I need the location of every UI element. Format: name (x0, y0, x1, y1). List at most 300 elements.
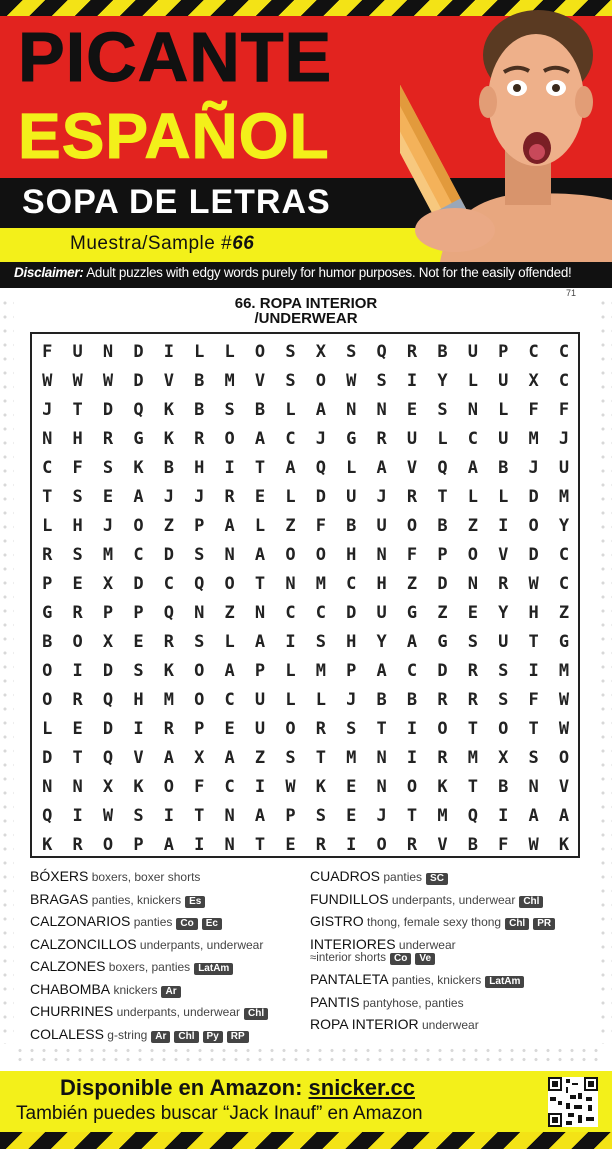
grid-letter[interactable]: I (72, 661, 83, 681)
grid-letter[interactable]: L (498, 400, 509, 420)
grid-letter[interactable]: H (194, 458, 205, 478)
grid-letter[interactable]: R (315, 835, 326, 855)
grid-letter[interactable]: I (406, 719, 418, 739)
grid-letter[interactable]: Z (254, 748, 266, 768)
grid-letter[interactable]: O (72, 632, 83, 652)
grid-letter[interactable]: X (102, 777, 114, 797)
grid-letter[interactable]: M (528, 429, 539, 449)
grid-letter[interactable]: G (42, 603, 53, 623)
grid-letter[interactable]: P (42, 574, 53, 594)
grid-letter[interactable]: R (467, 690, 478, 710)
grid-letter[interactable]: O (224, 574, 235, 594)
grid-letter[interactable]: L (254, 516, 266, 536)
grid-letter[interactable]: C (224, 690, 235, 710)
grid-letter[interactable]: H (376, 574, 387, 594)
grid-letter[interactable]: A (163, 835, 174, 855)
grid-letter[interactable]: R (406, 835, 418, 855)
grid-letter[interactable]: K (133, 777, 144, 797)
grid-letter[interactable]: M (315, 661, 326, 681)
grid-letter[interactable]: P (133, 603, 144, 623)
grid-letter[interactable]: E (467, 603, 478, 623)
grid-letter[interactable]: S (224, 400, 235, 420)
grid-letter[interactable]: D (102, 400, 114, 420)
grid-letter[interactable]: E (346, 806, 357, 826)
grid-letter[interactable]: X (102, 632, 114, 652)
grid-letter[interactable]: V (558, 777, 570, 797)
grid-letter[interactable]: D (102, 719, 114, 739)
grid-letter[interactable]: K (163, 429, 174, 449)
grid-letter[interactable]: A (376, 661, 387, 681)
grid-letter[interactable]: Y (376, 632, 387, 652)
grid-letter[interactable]: N (346, 400, 357, 420)
grid-letter[interactable]: Q (102, 690, 114, 710)
grid-letter[interactable]: Y (558, 516, 570, 536)
grid-letter[interactable]: E (72, 719, 83, 739)
grid-letter[interactable]: E (254, 487, 266, 507)
grid-letter[interactable]: L (346, 458, 357, 478)
grid-letter[interactable]: T (528, 632, 539, 652)
grid-letter[interactable]: Z (285, 516, 296, 536)
grid-letter[interactable]: T (194, 806, 205, 826)
grid-letter[interactable]: R (406, 487, 418, 507)
grid-letter[interactable]: N (376, 400, 387, 420)
grid-letter[interactable]: D (437, 661, 448, 681)
grid-letter[interactable]: F (528, 690, 539, 710)
grid-letter[interactable]: R (72, 603, 83, 623)
grid-letter[interactable]: F (528, 400, 539, 420)
grid-letter[interactable]: N (467, 574, 478, 594)
grid-letter[interactable]: B (194, 400, 205, 420)
grid-letter[interactable]: V (163, 371, 174, 391)
grid-letter[interactable]: F (194, 777, 205, 797)
grid-letter[interactable]: S (285, 342, 296, 362)
grid-letter[interactable]: S (498, 690, 509, 710)
grid-letter[interactable]: T (467, 719, 478, 739)
grid-letter[interactable]: L (224, 342, 235, 362)
grid-letter[interactable]: L (42, 719, 53, 739)
grid-letter[interactable]: O (102, 835, 114, 855)
grid-letter[interactable]: P (498, 342, 509, 362)
grid-letter[interactable]: D (528, 545, 539, 565)
grid-letter[interactable]: M (102, 545, 114, 565)
grid-letter[interactable]: P (194, 516, 205, 536)
grid-letter[interactable]: B (376, 690, 387, 710)
grid-letter[interactable]: N (224, 545, 235, 565)
grid-letter[interactable]: G (558, 632, 570, 652)
grid-letter[interactable]: I (498, 516, 509, 536)
grid-letter[interactable]: A (406, 632, 418, 652)
grid-letter[interactable]: N (376, 777, 387, 797)
grid-letter[interactable]: H (72, 429, 83, 449)
grid-letter[interactable]: Q (315, 458, 326, 478)
grid-letter[interactable]: A (315, 400, 326, 420)
grid-letter[interactable]: C (285, 603, 296, 623)
grid-letter[interactable]: Z (406, 574, 418, 594)
grid-letter[interactable]: C (558, 342, 570, 362)
grid-letter[interactable]: V (498, 545, 509, 565)
grid-letter[interactable]: J (528, 458, 539, 478)
grid-letter[interactable]: J (376, 806, 387, 826)
grid-letter[interactable]: S (194, 545, 205, 565)
grid-letter[interactable]: U (376, 516, 387, 536)
grid-letter[interactable]: L (285, 487, 296, 507)
grid-letter[interactable]: S (467, 632, 478, 652)
grid-letter[interactable]: O (406, 516, 418, 536)
grid-letter[interactable]: C (163, 574, 174, 594)
grid-letter[interactable]: D (42, 748, 53, 768)
grid-letter[interactable]: W (72, 371, 83, 391)
grid-letter[interactable]: O (376, 835, 387, 855)
grid-letter[interactable]: C (558, 574, 570, 594)
grid-letter[interactable]: B (42, 632, 53, 652)
grid-letter[interactable]: I (406, 748, 418, 768)
grid-letter[interactable]: Z (224, 603, 235, 623)
grid-letter[interactable]: B (406, 690, 418, 710)
grid-letter[interactable]: J (163, 487, 174, 507)
grid-letter[interactable]: D (102, 661, 114, 681)
grid-letter[interactable]: L (437, 429, 448, 449)
grid-letter[interactable]: M (224, 371, 235, 391)
grid-letter[interactable]: A (224, 661, 235, 681)
grid-letter[interactable]: B (194, 371, 205, 391)
grid-letter[interactable]: C (133, 545, 144, 565)
grid-letter[interactable]: K (437, 777, 448, 797)
grid-letter[interactable]: I (346, 835, 357, 855)
grid-letter[interactable]: O (285, 719, 296, 739)
grid-letter[interactable]: U (254, 690, 266, 710)
grid-letter[interactable]: O (224, 429, 235, 449)
grid-letter[interactable]: O (406, 777, 418, 797)
grid-letter[interactable]: D (315, 487, 326, 507)
grid-letter[interactable]: S (346, 342, 357, 362)
grid-letter[interactable]: T (42, 487, 53, 507)
grid-letter[interactable]: F (406, 545, 418, 565)
grid-letter[interactable]: U (498, 429, 509, 449)
grid-letter[interactable]: H (346, 545, 357, 565)
grid-letter[interactable]: U (72, 342, 83, 362)
grid-letter[interactable]: Q (163, 603, 174, 623)
grid-letter[interactable]: N (376, 545, 387, 565)
grid-letter[interactable]: A (254, 545, 266, 565)
grid-letter[interactable]: S (315, 806, 326, 826)
grid-letter[interactable]: M (346, 748, 357, 768)
grid-letter[interactable]: L (498, 487, 509, 507)
grid-letter[interactable]: J (315, 429, 326, 449)
grid-letter[interactable]: N (528, 777, 539, 797)
grid-letter[interactable]: R (406, 342, 418, 362)
grid-letter[interactable]: R (467, 661, 478, 681)
grid-letter[interactable]: S (437, 400, 448, 420)
grid-letter[interactable]: W (528, 574, 539, 594)
grid-letter[interactable]: Q (133, 400, 144, 420)
grid-letter[interactable]: H (133, 690, 144, 710)
grid-letter[interactable]: W (285, 777, 296, 797)
grid-letter[interactable]: Z (558, 603, 570, 623)
grid-letter[interactable]: H (346, 632, 357, 652)
grid-letter[interactable]: J (346, 690, 357, 710)
grid-letter[interactable]: Q (467, 806, 478, 826)
grid-letter[interactable]: T (254, 458, 266, 478)
grid-letter[interactable]: B (437, 342, 448, 362)
grid-letter[interactable]: S (376, 371, 387, 391)
grid-letter[interactable]: R (163, 719, 174, 739)
grid-letter[interactable]: V (254, 371, 266, 391)
grid-letter[interactable]: O (437, 719, 448, 739)
grid-letter[interactable]: F (558, 400, 570, 420)
grid-letter[interactable]: L (285, 690, 296, 710)
grid-letter[interactable]: S (285, 371, 296, 391)
grid-letter[interactable]: M (437, 806, 448, 826)
grid-letter[interactable]: U (346, 487, 357, 507)
grid-letter[interactable]: Q (376, 342, 387, 362)
grid-letter[interactable]: S (315, 632, 326, 652)
grid-letter[interactable]: V (437, 835, 448, 855)
grid-letter[interactable]: B (437, 516, 448, 536)
grid-letter[interactable]: M (558, 661, 570, 681)
grid-letter[interactable]: L (224, 632, 235, 652)
grid-letter[interactable]: R (194, 429, 205, 449)
grid-letter[interactable]: R (437, 748, 448, 768)
grid-letter[interactable]: Q (42, 806, 53, 826)
grid-letter[interactable]: C (346, 574, 357, 594)
grid-letter[interactable]: P (437, 545, 448, 565)
grid-letter[interactable]: S (285, 748, 296, 768)
grid-letter[interactable]: T (315, 748, 326, 768)
grid-letter[interactable]: T (254, 574, 266, 594)
grid-letter[interactable]: E (406, 400, 418, 420)
grid-letter[interactable]: Y (437, 371, 448, 391)
grid-letter[interactable]: Z (467, 516, 478, 536)
grid-letter[interactable]: W (42, 371, 53, 391)
grid-letter[interactable]: N (224, 835, 235, 855)
grid-letter[interactable]: O (163, 777, 174, 797)
grid-letter[interactable]: P (254, 661, 266, 681)
grid-letter[interactable]: N (376, 748, 387, 768)
grid-letter[interactable]: X (315, 342, 326, 362)
grid-letter[interactable]: D (437, 574, 448, 594)
grid-letter[interactable]: A (467, 458, 478, 478)
grid-letter[interactable]: A (224, 516, 235, 536)
grid-letter[interactable]: D (163, 545, 174, 565)
grid-letter[interactable]: I (528, 661, 539, 681)
grid-letter[interactable]: X (102, 574, 114, 594)
grid-letter[interactable]: I (133, 719, 144, 739)
grid-letter[interactable]: B (498, 777, 509, 797)
grid-letter[interactable]: O (254, 342, 266, 362)
grid-letter[interactable]: N (467, 400, 478, 420)
grid-letter[interactable]: P (194, 719, 205, 739)
grid-letter[interactable]: D (133, 342, 144, 362)
grid-letter[interactable]: C (42, 458, 53, 478)
grid-letter[interactable]: C (558, 545, 570, 565)
grid-letter[interactable]: Y (498, 603, 509, 623)
grid-letter[interactable]: I (254, 777, 266, 797)
grid-letter[interactable]: T (72, 400, 83, 420)
grid-letter[interactable]: N (194, 603, 205, 623)
grid-letter[interactable]: O (194, 661, 205, 681)
grid-letter[interactable]: W (102, 806, 114, 826)
grid-letter[interactable]: I (285, 632, 296, 652)
grid-letter[interactable]: C (285, 429, 296, 449)
grid-letter[interactable]: M (163, 690, 174, 710)
grid-letter[interactable]: S (194, 632, 205, 652)
grid-letter[interactable]: X (498, 748, 509, 768)
grid-letter[interactable]: V (406, 458, 418, 478)
grid-letter[interactable]: R (72, 690, 83, 710)
grid-letter[interactable]: I (163, 806, 174, 826)
grid-letter[interactable]: K (315, 777, 326, 797)
grid-letter[interactable]: S (528, 748, 539, 768)
grid-letter[interactable]: N (42, 429, 53, 449)
grid-letter[interactable]: O (42, 661, 53, 681)
grid-letter[interactable]: N (72, 777, 83, 797)
grid-letter[interactable]: R (376, 429, 387, 449)
grid-letter[interactable]: O (467, 545, 478, 565)
grid-letter[interactable]: A (224, 748, 235, 768)
grid-letter[interactable]: K (163, 661, 174, 681)
grid-letter[interactable]: S (102, 458, 114, 478)
grid-letter[interactable]: J (558, 429, 570, 449)
grid-letter[interactable]: U (498, 632, 509, 652)
grid-letter[interactable]: A (254, 806, 266, 826)
grid-letter[interactable]: E (224, 719, 235, 739)
grid-letter[interactable]: T (376, 719, 387, 739)
grid-letter[interactable]: L (285, 400, 296, 420)
grid-letter[interactable]: R (163, 632, 174, 652)
grid-letter[interactable]: W (558, 690, 570, 710)
grid-letter[interactable]: B (467, 835, 478, 855)
grid-letter[interactable]: L (194, 342, 205, 362)
grid-letter[interactable]: V (133, 748, 144, 768)
qr-code-icon[interactable] (548, 1077, 598, 1127)
grid-letter[interactable]: P (285, 806, 296, 826)
grid-letter[interactable]: T (437, 487, 448, 507)
grid-letter[interactable]: X (194, 748, 205, 768)
grid-letter[interactable]: S (498, 661, 509, 681)
grid-letter[interactable]: H (72, 516, 83, 536)
grid-letter[interactable]: I (406, 371, 418, 391)
grid-letter[interactable]: O (528, 516, 539, 536)
grid-letter[interactable]: O (285, 545, 296, 565)
grid-letter[interactable]: E (133, 632, 144, 652)
grid-letter[interactable]: N (102, 342, 114, 362)
grid-letter[interactable]: K (558, 835, 570, 855)
grid-letter[interactable]: O (315, 545, 326, 565)
grid-letter[interactable]: I (194, 835, 205, 855)
grid-letter[interactable]: U (498, 371, 509, 391)
grid-letter[interactable]: A (376, 458, 387, 478)
grid-letter[interactable]: O (194, 690, 205, 710)
grid-letter[interactable]: L (315, 690, 326, 710)
grid-letter[interactable]: I (224, 458, 235, 478)
grid-letter[interactable]: J (42, 400, 53, 420)
grid-letter[interactable]: W (558, 719, 570, 739)
grid-letter[interactable]: K (163, 400, 174, 420)
grid-letter[interactable]: Q (194, 574, 205, 594)
grid-letter[interactable]: R (437, 690, 448, 710)
grid-letter[interactable]: C (558, 371, 570, 391)
grid-letter[interactable]: D (133, 371, 144, 391)
grid-letter[interactable]: N (254, 603, 266, 623)
grid-letter[interactable]: U (467, 342, 478, 362)
grid-letter[interactable]: U (376, 603, 387, 623)
grid-letter[interactable]: W (346, 371, 357, 391)
grid-letter[interactable]: R (224, 487, 235, 507)
grid-letter[interactable]: I (498, 806, 509, 826)
grid-letter[interactable]: F (315, 516, 326, 536)
grid-letter[interactable]: A (285, 458, 296, 478)
grid-letter[interactable]: T (467, 777, 478, 797)
grid-letter[interactable]: P (346, 661, 357, 681)
grid-letter[interactable]: F (42, 342, 53, 362)
grid-letter[interactable]: G (406, 603, 418, 623)
grid-letter[interactable]: W (528, 835, 539, 855)
grid-letter[interactable]: Q (437, 458, 448, 478)
grid-letter[interactable]: M (467, 748, 478, 768)
grid-letter[interactable]: M (315, 574, 326, 594)
grid-letter[interactable]: W (102, 371, 114, 391)
grid-letter[interactable]: T (406, 806, 418, 826)
grid-letter[interactable]: U (254, 719, 266, 739)
grid-letter[interactable]: I (163, 342, 174, 362)
grid-letter[interactable]: O (558, 748, 570, 768)
grid-letter[interactable]: S (346, 719, 357, 739)
grid-letter[interactable]: F (498, 835, 509, 855)
grid-letter[interactable]: D (528, 487, 539, 507)
grid-letter[interactable]: T (528, 719, 539, 739)
grid-letter[interactable]: J (102, 516, 114, 536)
grid-letter[interactable]: S (133, 806, 144, 826)
grid-letter[interactable]: Z (437, 603, 448, 623)
grid-letter[interactable]: E (72, 574, 83, 594)
grid-letter[interactable]: U (558, 458, 570, 478)
grid-letter[interactable]: Q (102, 748, 114, 768)
grid-letter[interactable]: O (42, 690, 53, 710)
grid-letter[interactable]: R (72, 835, 83, 855)
grid-letter[interactable]: B (498, 458, 509, 478)
grid-letter[interactable]: J (194, 487, 205, 507)
grid-letter[interactable]: S (72, 487, 83, 507)
grid-letter[interactable]: D (133, 574, 144, 594)
grid-letter[interactable]: J (376, 487, 387, 507)
grid-letter[interactable]: C (224, 777, 235, 797)
grid-letter[interactable]: Z (163, 516, 174, 536)
grid-letter[interactable]: A (254, 632, 266, 652)
grid-letter[interactable]: C (467, 429, 478, 449)
grid-letter[interactable]: R (102, 429, 114, 449)
grid-letter[interactable]: E (102, 487, 114, 507)
grid-letter[interactable]: X (528, 371, 539, 391)
grid-letter[interactable]: M (558, 487, 570, 507)
grid-letter[interactable]: D (346, 603, 357, 623)
grid-letter[interactable]: O (133, 516, 144, 536)
grid-letter[interactable]: L (467, 371, 478, 391)
grid-letter[interactable]: R (315, 719, 326, 739)
grid-letter[interactable]: H (528, 603, 539, 623)
grid-letter[interactable]: K (42, 835, 53, 855)
grid-letter[interactable]: N (285, 574, 296, 594)
grid-letter[interactable]: R (42, 545, 53, 565)
grid-letter[interactable]: E (285, 835, 296, 855)
grid-letter[interactable]: R (498, 574, 509, 594)
grid-letter[interactable]: P (133, 835, 144, 855)
grid-letter[interactable]: L (42, 516, 53, 536)
grid-letter[interactable]: F (72, 458, 83, 478)
grid-letter[interactable]: S (72, 545, 83, 565)
grid-letter[interactable]: A (133, 487, 144, 507)
grid-letter[interactable]: B (163, 458, 174, 478)
grid-letter[interactable]: A (163, 748, 174, 768)
